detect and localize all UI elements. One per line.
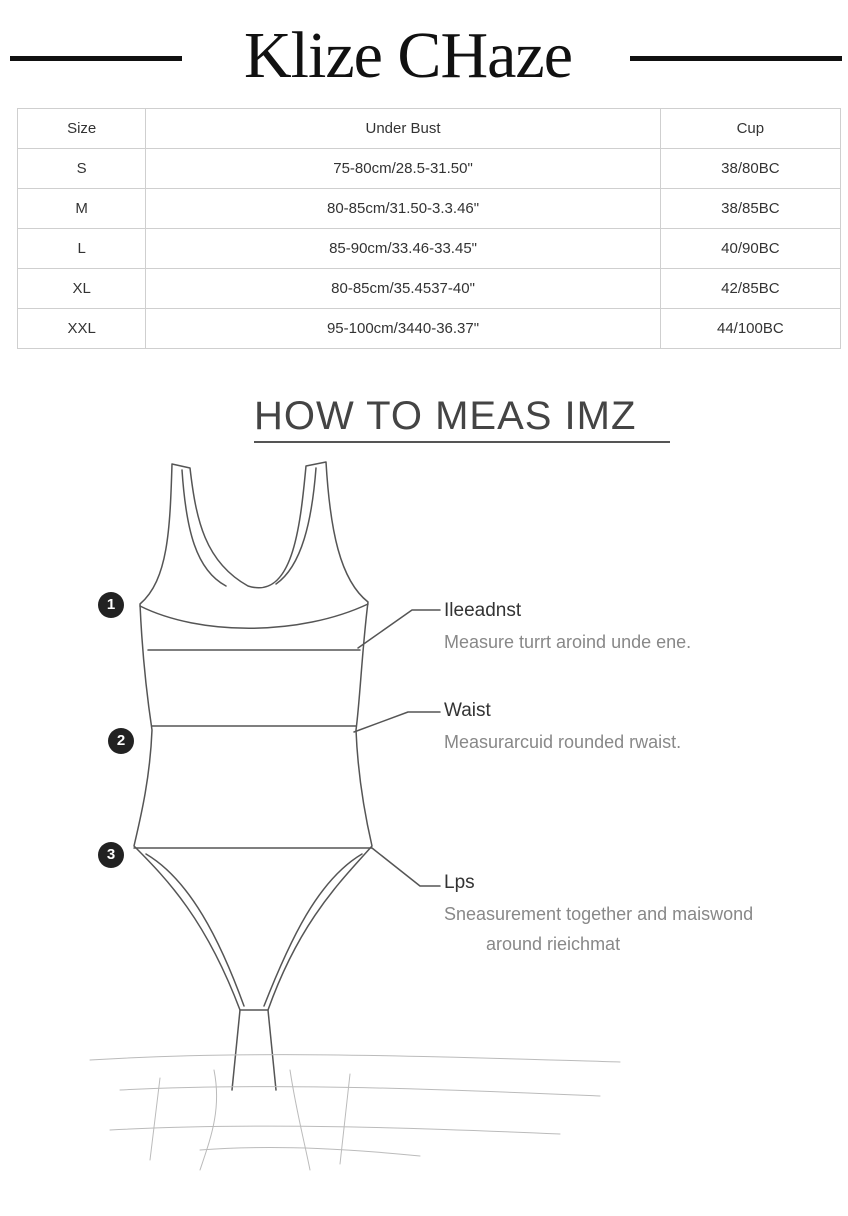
table-cell-under-bust: 85-90cm/33.46-33.45"	[146, 229, 660, 269]
step-title-hips: Lps	[444, 872, 475, 893]
table-cell-cup: 40/90BC	[660, 229, 840, 269]
step-title-bust: Ileeadnst	[444, 600, 522, 621]
bust-leader-line	[358, 610, 440, 648]
step-description-hips-continued: around rieichmat	[486, 934, 621, 954]
table-row	[18, 269, 841, 309]
bodysuit-inner-strap	[182, 470, 226, 586]
table-row	[18, 189, 841, 229]
bodysuit-base	[232, 1010, 276, 1090]
table-header-row	[18, 109, 841, 149]
measure-heading: HOW TO MEAS IMZ	[254, 394, 637, 438]
table-cell-under-bust: 80-85cm/35.4537-40"	[146, 269, 660, 309]
table-cell-size: M	[18, 189, 146, 229]
table-row	[18, 229, 841, 269]
page-header	[0, 18, 848, 98]
table-cell-cup: 38/80BC	[660, 149, 840, 189]
step-number-badge: 2	[108, 728, 134, 754]
bodysuit-inner-strap	[276, 468, 316, 584]
sketch-stroke	[110, 1126, 560, 1134]
table-cell-size: XL	[18, 269, 146, 309]
step-number-badge: 3	[98, 842, 124, 868]
sketch-stroke	[290, 1070, 310, 1170]
column-header-size: Size	[18, 109, 146, 149]
table-cell-size: XXL	[18, 309, 146, 349]
size-chart-table	[17, 108, 841, 349]
measure-heading-underline	[254, 441, 670, 443]
table-cell-under-bust: 95-100cm/3440-36.37"	[146, 309, 660, 349]
bodysuit-outline	[134, 462, 372, 1010]
sketch-stroke	[150, 1078, 160, 1160]
hip-leader-line	[372, 848, 440, 886]
column-header-cup: Cup	[660, 109, 840, 149]
table-cell-cup: 42/85BC	[660, 269, 840, 309]
table-cell-cup: 38/85BC	[660, 189, 840, 229]
table-cell-size: S	[18, 149, 146, 189]
title-rule-right	[630, 56, 842, 61]
waist-leader-line	[354, 712, 440, 732]
sketch-stroke	[120, 1087, 600, 1096]
page-title: Klize CHaze	[244, 19, 572, 92]
bust-line	[140, 604, 368, 628]
sketch-stroke	[90, 1055, 620, 1062]
table-cell-cup: 44/100BC	[660, 309, 840, 349]
table-row	[18, 149, 841, 189]
sketch-stroke	[200, 1070, 217, 1170]
table-cell-under-bust: 75-80cm/28.5-31.50"	[146, 149, 660, 189]
step-description-bust: Measure turrt aroind unde ene.	[444, 632, 692, 652]
title-rule-left	[10, 56, 182, 61]
column-header-under-bust: Under Bust	[146, 109, 660, 149]
step-title-waist: Waist	[444, 700, 491, 721]
table-cell-size: L	[18, 229, 146, 269]
table-row	[18, 309, 841, 349]
sketch-stroke	[200, 1148, 420, 1156]
step-description-hips: Sneasurement together and maiswond	[444, 904, 754, 924]
bodysuit-illustration	[0, 450, 848, 1216]
step-description-waist: Measurarcuid rounded rwaist.	[444, 732, 682, 752]
step-number-badge: 1	[98, 592, 124, 618]
table-cell-under-bust: 80-85cm/31.50-3.3.46"	[146, 189, 660, 229]
